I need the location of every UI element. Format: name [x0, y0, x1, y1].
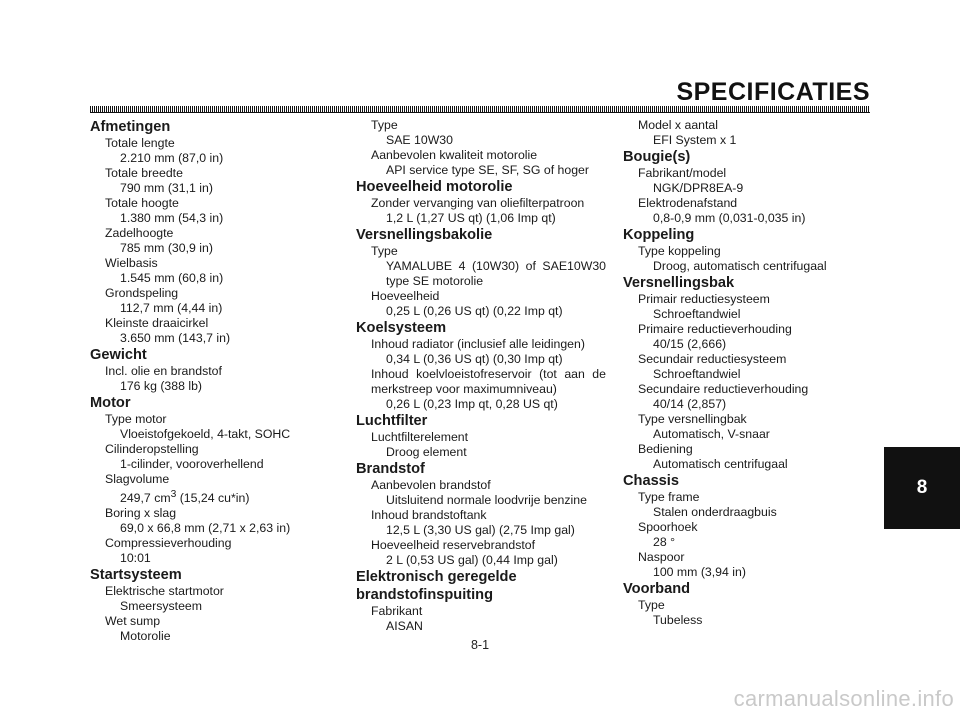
section-heading: brandstofinspuiting	[356, 587, 494, 603]
spec-value: Droog element	[386, 445, 467, 459]
spec-label: Totale hoogte	[105, 196, 179, 210]
section-heading: Hoeveelheid motorolie	[356, 179, 513, 195]
spec-label: Aanbevolen kwaliteit motorolie	[371, 148, 538, 162]
spec-label: Hoeveelheid reservebrandstof	[371, 538, 536, 552]
spec-section	[356, 319, 606, 412]
spec-label: Totale breedte	[105, 166, 183, 180]
spec-section	[90, 394, 295, 566]
spec-label: Secundair reductiesysteem	[638, 352, 787, 366]
spec-value: Motorolie	[120, 629, 171, 644]
section-heading: Chassis	[623, 473, 679, 489]
value-text: (15,24 cu*in)	[176, 491, 250, 506]
spec-section	[623, 226, 838, 274]
spec-value: type SE motorolie	[386, 274, 484, 288]
spec-value	[90, 487, 295, 506]
spec-value: YAMALUBE 4 (10W30) of SAE10W30	[386, 259, 606, 273]
spec-value: NGK/DPR8EA-9	[653, 181, 744, 195]
spec-section	[356, 118, 606, 178]
spec-label: Type	[371, 244, 398, 258]
spec-value: 0,25 L (0,26 US qt) (0,22 Imp qt)	[386, 304, 563, 318]
spec-label: Bediening	[638, 442, 693, 456]
section-heading: Startsysteem	[90, 567, 182, 584]
page-title: SPECIFICATIES	[676, 78, 870, 106]
spec-value: 1.545 mm (60,8 in)	[120, 271, 224, 285]
spec-label: Incl. olie en brandstof	[105, 364, 222, 378]
spec-value: AISAN	[386, 619, 423, 633]
spec-value: Automatisch centrifugaal	[653, 457, 788, 471]
spec-label: Wet sump	[105, 614, 161, 629]
spec-section	[623, 148, 838, 226]
spec-label: Type	[638, 598, 665, 612]
spec-label: Totale lengte	[105, 136, 175, 150]
spec-section	[356, 460, 606, 568]
spec-value: Schroeftandwiel	[653, 307, 741, 321]
spec-label: Luchtfilterelement	[371, 430, 469, 444]
spec-value: Tubeless	[653, 613, 703, 627]
spec-value: 28 °	[653, 535, 676, 549]
spec-label: Inhoud brandstoftank	[371, 508, 487, 522]
spec-value: 2 L (0,53 US gal) (0,44 Imp gal)	[386, 553, 558, 567]
spec-label: Zonder vervanging van oliefilterpatroon	[371, 196, 585, 210]
spec-label: Compressieverhouding	[105, 536, 232, 551]
spec-value: 0,8-0,9 mm (0,031-0,035 in)	[653, 211, 806, 225]
spec-label: Primair reductiesysteem	[638, 292, 770, 306]
spec-label: Fabrikant/model	[638, 166, 727, 180]
spec-label: Inhoud koelvloeistofreservoir (tot aan de	[371, 367, 606, 381]
spec-value: 112,7 mm (4,44 in)	[120, 301, 223, 315]
spec-value: 0,34 L (0,36 US qt) (0,30 Imp qt)	[386, 352, 563, 366]
spec-label: Aanbevolen brandstof	[371, 478, 491, 492]
spec-value: 176 kg (388 lb)	[120, 379, 203, 393]
spec-label: Naspoor	[638, 550, 685, 564]
title-rule	[90, 106, 870, 112]
spec-value: 785 mm (30,9 in)	[120, 241, 213, 255]
spec-value: Vloeistofgekoeld, 4-takt, SOHC	[120, 427, 291, 441]
spec-label: Type versnellingbak	[638, 412, 747, 426]
spec-value: 790 mm (31,1 in)	[120, 181, 213, 195]
spec-section	[623, 580, 838, 628]
spec-label: Inhoud radiator (inclusief alle leidingen)	[371, 337, 585, 351]
section-heading: Motor	[90, 395, 131, 411]
spec-value: 0,26 L (0,23 Imp qt, 0,28 US qt)	[386, 397, 558, 411]
section-heading: Koppeling	[623, 227, 695, 243]
spec-label: Zadelhoogte	[105, 226, 174, 240]
spec-value: Uitsluitend normale loodvrije benzine	[386, 493, 587, 507]
spec-column-2	[356, 118, 606, 634]
spec-label: Type motor	[105, 412, 167, 426]
spec-value: SAE 10W30	[386, 133, 453, 147]
spec-label: Grondspeling	[105, 286, 179, 300]
spec-label: Wielbasis	[105, 256, 158, 270]
unit-superscript: 3	[170, 489, 177, 500]
spec-label: Slagvolume	[105, 472, 170, 486]
spec-label: Elektrodenafstand	[638, 196, 738, 210]
spec-section	[90, 118, 295, 346]
spec-value: 3.650 mm (143,7 in)	[120, 331, 231, 345]
spec-value: Stalen onderdraagbuis	[653, 505, 777, 519]
spec-value: 1-cilinder, vooroverhellend	[120, 457, 264, 471]
value-text: 249,7 cm	[120, 491, 171, 506]
spec-section	[623, 274, 838, 472]
section-heading: Koelsysteem	[356, 320, 447, 336]
spec-value: 2.210 mm (87,0 in)	[120, 151, 224, 165]
spec-label: Primaire reductieverhouding	[638, 322, 792, 336]
spec-value: 10:01	[120, 551, 151, 566]
spec-label: Hoeveelheid	[371, 289, 440, 303]
watermark: carmanualsonline.info	[733, 686, 954, 711]
spec-value: 40/14 (2,857)	[653, 397, 727, 411]
chapter-tab[interactable]: 8	[884, 447, 960, 529]
spec-value: Schroeftandwiel	[653, 367, 741, 381]
spec-label: Spoorhoek	[638, 520, 698, 534]
section-heading: Elektronisch geregelde	[356, 569, 517, 585]
spec-label: Elektrische startmotor	[105, 584, 224, 599]
spec-label: Secundaire reductieverhouding	[638, 382, 809, 396]
spec-section	[356, 226, 606, 319]
spec-label: Cilinderopstelling	[105, 442, 199, 456]
spec-section	[623, 118, 838, 148]
section-heading: Versnellingsbak	[623, 275, 735, 291]
spec-value: Droog, automatisch centrifugaal	[653, 259, 827, 273]
spec-value: 40/15 (2,666)	[653, 337, 727, 351]
spec-value: 69,0 x 66,8 mm (2,71 x 2,63 in)	[120, 521, 291, 536]
spec-value: 12,5 L (3,30 US gal) (2,75 Imp gal)	[386, 523, 575, 537]
spec-label: Type koppeling	[638, 244, 721, 258]
section-heading: Afmetingen	[90, 119, 171, 135]
section-heading: Bougie(s)	[623, 149, 691, 165]
spec-label: Model x aantal	[638, 118, 718, 132]
spec-section	[90, 346, 295, 394]
spec-section	[90, 566, 295, 644]
section-heading: Brandstof	[356, 461, 425, 477]
spec-column-3	[623, 118, 838, 628]
spec-section	[356, 412, 606, 460]
spec-label: merkstreep voor maximumniveau)	[371, 382, 557, 396]
spec-label: Type	[371, 118, 398, 132]
spec-section	[356, 568, 606, 634]
spec-label: Type frame	[638, 490, 700, 504]
spec-section	[623, 472, 838, 580]
spec-value: 1,2 L (1,27 US qt) (1,06 Imp qt)	[386, 211, 556, 225]
spec-value: 1.380 mm (54,3 in)	[120, 211, 224, 225]
page-number: 8-1	[470, 638, 490, 652]
spec-label: Boring x slag	[105, 506, 177, 521]
section-heading: Gewicht	[90, 347, 147, 363]
spec-value: Smeersysteem	[120, 599, 203, 614]
section-heading: Luchtfilter	[356, 413, 428, 429]
spec-label: Kleinste draaicirkel	[105, 316, 209, 330]
spec-value: 100 mm (3,94 in)	[653, 565, 746, 579]
section-heading: Voorband	[623, 581, 691, 597]
spec-value: Automatisch, V-snaar	[653, 427, 770, 441]
section-heading: Versnellingsbakolie	[356, 227, 493, 243]
spec-label: Fabrikant	[371, 604, 423, 618]
spec-section	[356, 178, 606, 226]
spec-column-1	[90, 118, 295, 644]
spec-value: API service type SE, SF, SG of hoger	[386, 163, 589, 177]
spec-value: EFI System x 1	[653, 133, 737, 147]
